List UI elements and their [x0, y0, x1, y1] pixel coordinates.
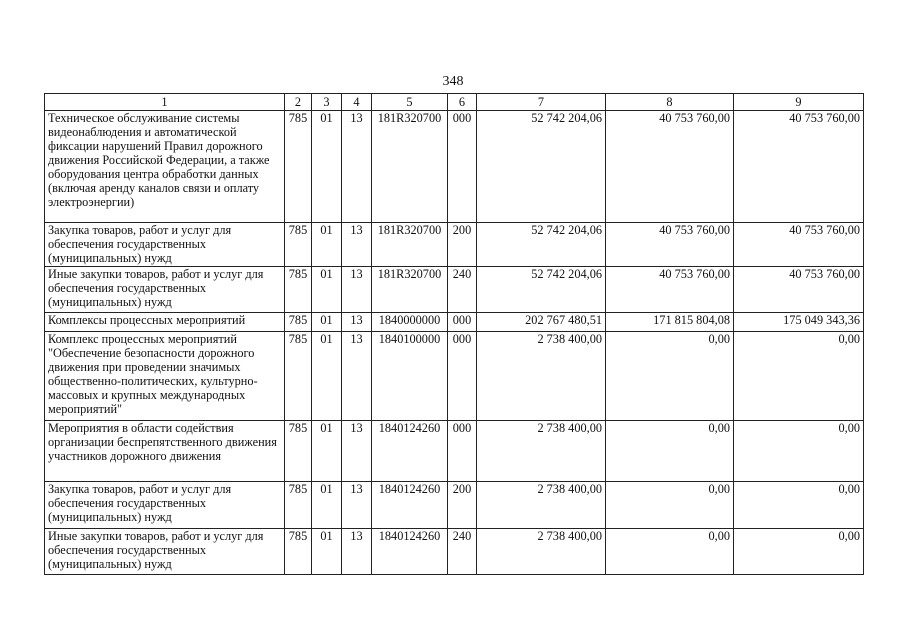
table-row — [45, 111, 864, 223]
cell-amount-col9: 40 753 760,00 — [734, 111, 864, 223]
cell-amount-col8: 40 753 760,00 — [606, 267, 734, 313]
cell-subsection: 13 — [342, 313, 372, 332]
row-name: Закупка товаров, работ и услуг для обеспечения государственных (муниципальных) нужд — [45, 223, 285, 267]
cell-amount-col7: 202 767 480,51 — [477, 313, 606, 332]
cell-section: 01 — [312, 313, 342, 332]
cell-subsection: 13 — [342, 482, 372, 529]
cell-amount-col8: 0,00 — [606, 482, 734, 529]
cell-amount-col8: 0,00 — [606, 421, 734, 482]
table-row — [45, 267, 864, 313]
cell-ministry: 785 — [285, 482, 312, 529]
column-header: 8 — [606, 94, 734, 111]
cell-amount-col9: 40 753 760,00 — [734, 223, 864, 267]
row-name: Иные закупки товаров, работ и услуг для обеспечения государственных (муниципальных) нужд — [45, 267, 285, 313]
cell-subsection: 13 — [342, 529, 372, 575]
column-header: 3 — [312, 94, 342, 111]
cell-amount-col7: 52 742 204,06 — [477, 223, 606, 267]
row-name: Техническое обслуживание системы видеонаблюдения и автоматической фиксации нарушений Правил дорожного движения Российской Федерации, а также оборудования центра обработки данных (включая аренду каналов связи и оплату электроэнергии) — [45, 111, 285, 223]
cell-ministry: 785 — [285, 223, 312, 267]
cell-amount-col8: 40 753 760,00 — [606, 111, 734, 223]
cell-expense-type: 000 — [448, 111, 477, 223]
cell-amount-col7: 2 738 400,00 — [477, 529, 606, 575]
cell-subsection: 13 — [342, 332, 372, 421]
cell-section: 01 — [312, 529, 342, 575]
cell-expense-type: 000 — [448, 421, 477, 482]
cell-amount-col9: 0,00 — [734, 482, 864, 529]
cell-ministry: 785 — [285, 267, 312, 313]
table-row — [45, 421, 864, 482]
column-header: 5 — [372, 94, 448, 111]
cell-amount-col7: 2 738 400,00 — [477, 421, 606, 482]
cell-amount-col8: 171 815 804,08 — [606, 313, 734, 332]
cell-section: 01 — [312, 267, 342, 313]
cell-amount-col8: 0,00 — [606, 529, 734, 575]
cell-amount-col9: 0,00 — [734, 332, 864, 421]
cell-section: 01 — [312, 482, 342, 529]
cell-target-article: 1840000000 — [372, 313, 448, 332]
column-header: 6 — [448, 94, 477, 111]
cell-section: 01 — [312, 111, 342, 223]
cell-target-article: 1840124260 — [372, 529, 448, 575]
cell-amount-col7: 2 738 400,00 — [477, 332, 606, 421]
cell-ministry: 785 — [285, 529, 312, 575]
cell-target-article: 181R320700 — [372, 267, 448, 313]
table-row — [45, 223, 864, 267]
cell-amount-col7: 52 742 204,06 — [477, 267, 606, 313]
header-row — [45, 94, 864, 111]
column-header: 7 — [477, 94, 606, 111]
cell-ministry: 785 — [285, 111, 312, 223]
cell-expense-type: 200 — [448, 482, 477, 529]
cell-amount-col7: 2 738 400,00 — [477, 482, 606, 529]
cell-subsection: 13 — [342, 111, 372, 223]
column-header: 9 — [734, 94, 864, 111]
cell-expense-type: 240 — [448, 529, 477, 575]
cell-expense-type: 200 — [448, 223, 477, 267]
table-row — [45, 482, 864, 529]
cell-ministry: 785 — [285, 332, 312, 421]
table-row — [45, 313, 864, 332]
cell-amount-col9: 0,00 — [734, 421, 864, 482]
cell-section: 01 — [312, 421, 342, 482]
table-row — [45, 332, 864, 421]
table-row — [45, 529, 864, 575]
cell-amount-col7: 52 742 204,06 — [477, 111, 606, 223]
column-header: 1 — [45, 94, 285, 111]
cell-amount-col9: 40 753 760,00 — [734, 267, 864, 313]
cell-target-article: 181R320700 — [372, 223, 448, 267]
cell-ministry: 785 — [285, 313, 312, 332]
page-number: 348 — [442, 74, 464, 89]
column-header: 2 — [285, 94, 312, 111]
cell-amount-col9: 0,00 — [734, 529, 864, 575]
cell-expense-type: 000 — [448, 313, 477, 332]
cell-amount-col8: 0,00 — [606, 332, 734, 421]
cell-target-article: 1840124260 — [372, 482, 448, 529]
cell-subsection: 13 — [342, 267, 372, 313]
cell-expense-type: 000 — [448, 332, 477, 421]
cell-target-article: 181R320700 — [372, 111, 448, 223]
cell-amount-col9: 175 049 343,36 — [734, 313, 864, 332]
cell-expense-type: 240 — [448, 267, 477, 313]
budget-table — [44, 93, 864, 575]
row-name: Закупка товаров, работ и услуг для обеспечения государственных (муниципальных) нужд — [45, 482, 285, 529]
cell-ministry: 785 — [285, 421, 312, 482]
column-header: 4 — [342, 94, 372, 111]
cell-section: 01 — [312, 223, 342, 267]
row-name: Комплекс процессных мероприятий "Обеспечение безопасности дорожного движения при проведении значимых общественно-политических, культурно-массовых и крупных международных мероприятий" — [45, 332, 285, 421]
cell-subsection: 13 — [342, 421, 372, 482]
cell-subsection: 13 — [342, 223, 372, 267]
cell-target-article: 1840124260 — [372, 421, 448, 482]
row-name: Мероприятия в области содействия организации беспрепятственного движения участников дорожного движения — [45, 421, 285, 482]
cell-amount-col8: 40 753 760,00 — [606, 223, 734, 267]
cell-section: 01 — [312, 332, 342, 421]
cell-target-article: 1840100000 — [372, 332, 448, 421]
row-name: Комплексы процессных мероприятий — [45, 313, 285, 332]
row-name: Иные закупки товаров, работ и услуг для обеспечения государственных (муниципальных) нужд — [45, 529, 285, 575]
